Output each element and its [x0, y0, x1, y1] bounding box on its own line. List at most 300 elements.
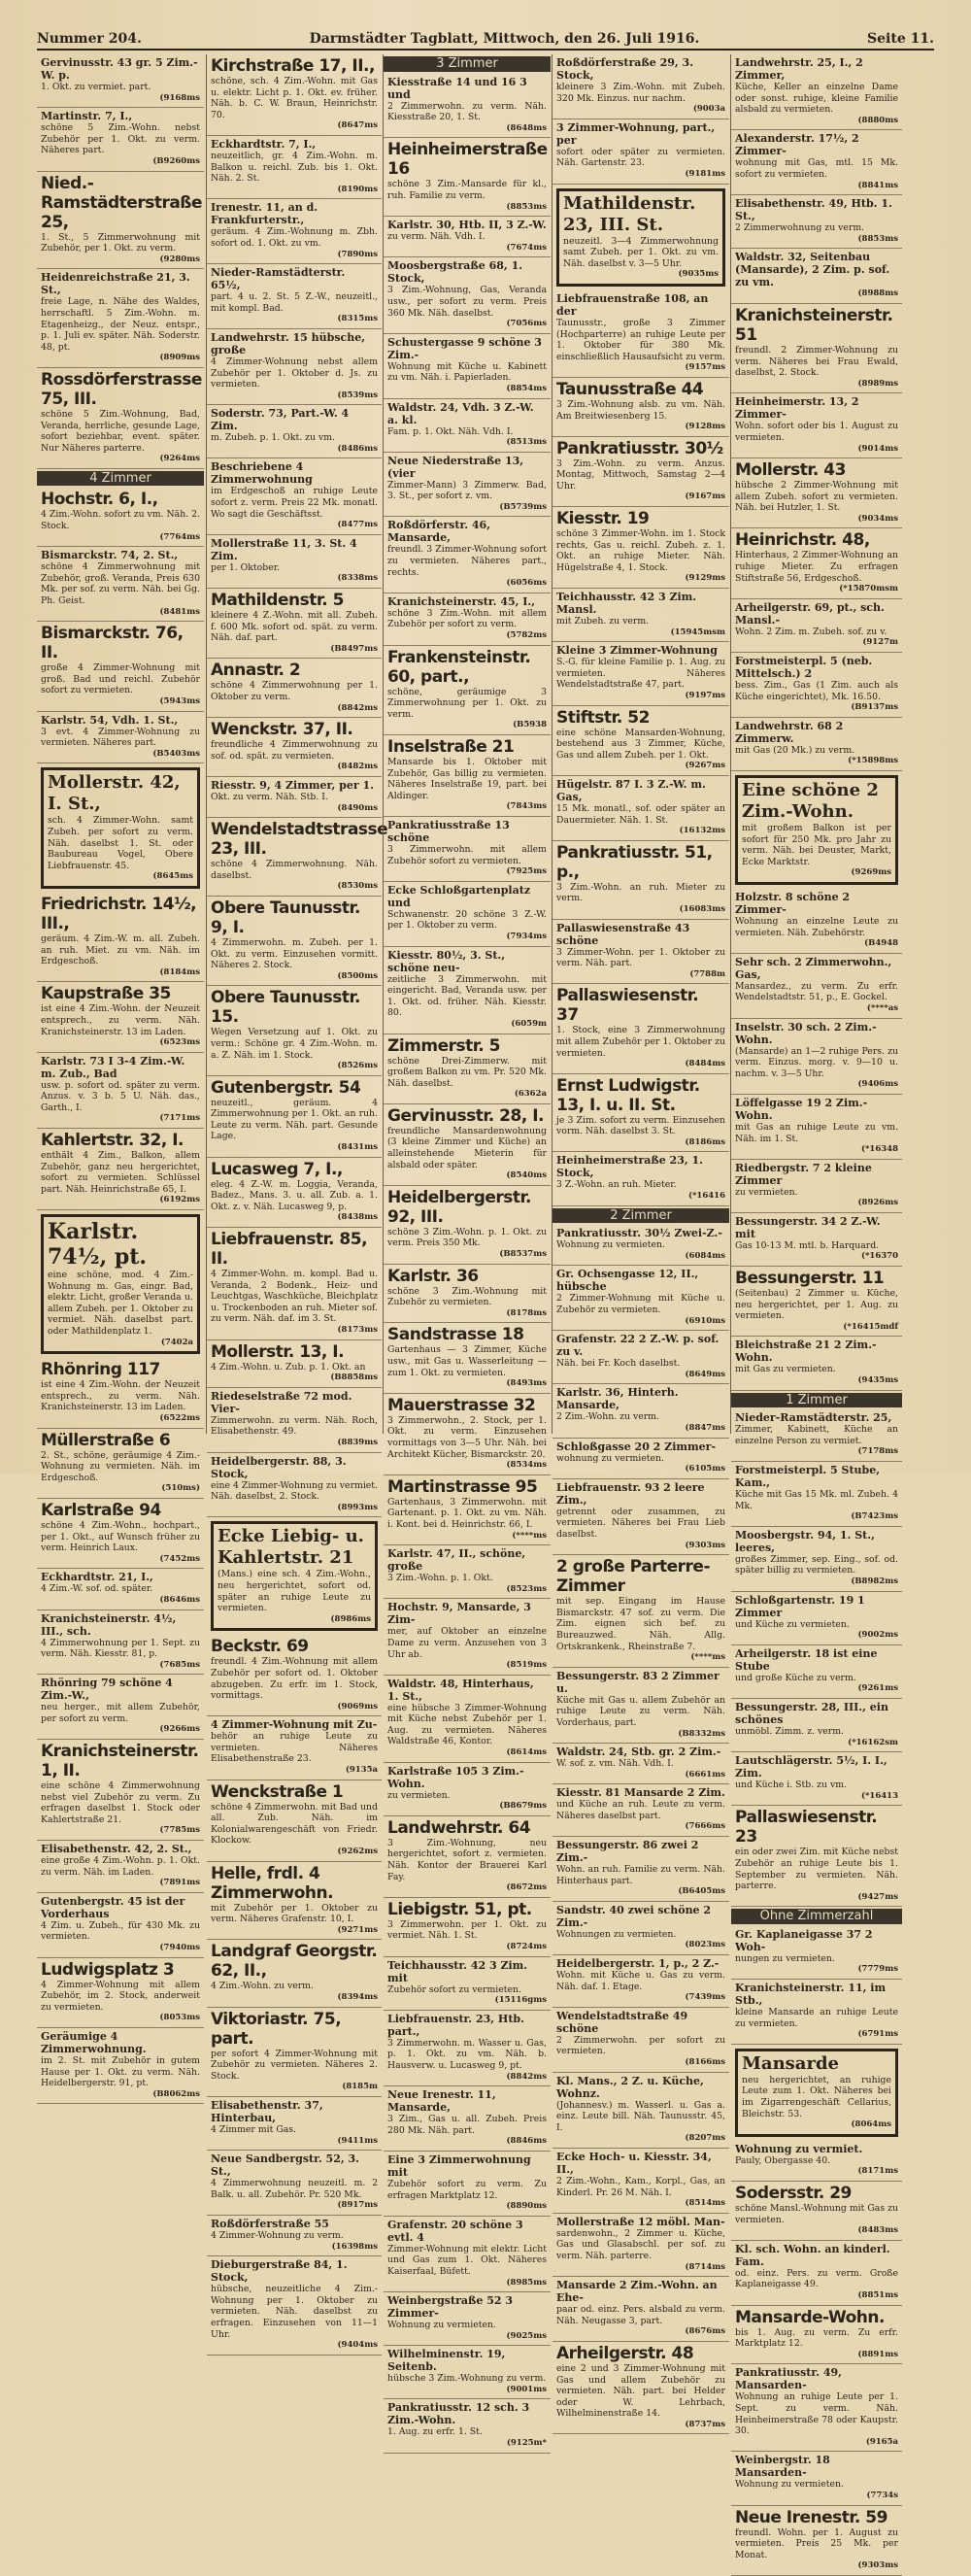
ad-text: 1. Aug. zu erfr. 1. St. — [387, 2426, 483, 2438]
ad-reference-code: (9427ms — [857, 1891, 898, 1902]
ad-reference-code: (B8679ms — [499, 1801, 547, 1812]
ad-reference-code: (B5403ms — [152, 748, 200, 759]
ad-text: neu hergerichtet, an ruhige Leute zum 1. Okt. Näheres bei im Zigarrengeschäft Cellarius, Bleichstr. 53. — [742, 2074, 891, 2119]
ad-text: part. 4 u. 2. St. 5 Z.-W., neuzeitl., mit kompl. Bad. — [211, 291, 378, 314]
ad-reference-code: (8484ms — [685, 1059, 725, 1069]
ad-reference-code: (16132ms — [679, 826, 725, 836]
ad-address: Kiesstraße 14 und 16 3 und — [387, 75, 527, 101]
ad-address: Karlstraße 105 3 Zim.-Wohn. — [387, 1764, 524, 1790]
classified-ad — [384, 2011, 551, 2086]
ad-text: 2 Zim.-Wohn. zu verm. — [556, 1411, 659, 1423]
ad-address: Obere Taunusstr. 9, I. — [211, 898, 360, 937]
ad-address: Liebfrauenstraße 108, an der — [556, 291, 709, 318]
classified-ad — [384, 1394, 551, 1475]
classified-ad — [552, 290, 729, 378]
ad-address: Gutenbergstr. 45 ist der Vorderhaus — [41, 1894, 185, 1920]
ad-reference-code: (6084ms — [685, 1250, 725, 1261]
ad-text: Pauly, Obergasse 40. — [735, 2154, 831, 2166]
classified-ad — [207, 2256, 382, 2356]
ad-address: Pankratiusstr. 12 sch. 3 Zim.-Wohn. — [387, 2401, 530, 2427]
classified-ad — [384, 1676, 551, 1763]
classified-ad — [384, 882, 551, 947]
ad-reference-code: (9157ms — [685, 362, 725, 373]
ad-text: Zimmer, Kabinett, Küche an einzelne Person zu vermiet. — [735, 1424, 898, 1446]
ad-reference-code: (8853ms — [857, 233, 898, 244]
ad-text: Wohnung mit Küche u. Kabinett zu vm. Näh. i. Papierladen. — [387, 360, 547, 384]
ad-reference-code: (8526ms — [337, 1061, 378, 1071]
ad-address: Beschriebene 4 Zimmerwohnung — [211, 460, 313, 487]
ad-address: Kiesstr. 80½, 3. St., schöne neu- — [387, 948, 506, 974]
ad-address: Weinbergstraße 52 3 Zimmer- — [387, 2294, 513, 2321]
classified-ad — [384, 517, 551, 593]
ad-reference-code: (8173ms — [337, 1325, 378, 1335]
ad-address: Pankratiusstr. 51, p., — [556, 842, 713, 882]
ad-reference-code: (*15898ms — [848, 756, 898, 766]
classified-ad — [384, 735, 551, 817]
ad-address: Wohnung zu vermiet. — [735, 2142, 863, 2155]
ad-text: schöne 4 Zimmerwohnung mit Zubehör, groß. Veranda, Preis 630 Mk. per sof. zu verm. Näh. bei Gg. Ph. Geist. — [41, 561, 200, 607]
classified-ad — [552, 2008, 729, 2073]
ad-text: 4 Zimmer-Wohnung mit allem Zubehör, im 2. Stock, anderweit zu vermieten. — [41, 1979, 200, 2013]
ad-reference-code: (B8062ms — [152, 2088, 200, 2099]
ad-address: Grafenstr. 22 2 Z.-W. p. sof. zu v. — [556, 1333, 720, 1359]
ad-reference-code: (8909ms — [159, 353, 200, 363]
ad-address: Weinbergstr. 18 Mansarden- — [735, 2454, 830, 2480]
ad-address: Taunusstraße 44 — [556, 379, 704, 399]
ad-text: 2 Zimmerwohn. zu verm. Näh. Kiesstraße 20, 1. St. — [387, 100, 547, 123]
classified-ad — [731, 393, 902, 458]
classified-ad — [37, 368, 204, 469]
ad-address: Mollerstr. 13, I. — [211, 1341, 345, 1362]
newspaper-title: Darmstädter Tagblatt, Mittwoch, den 26. Juli 1916. — [309, 31, 700, 47]
ad-text: mit Zubeh. zu verm. — [556, 616, 650, 627]
ad-reference-code: (B5938 — [513, 720, 547, 730]
ad-text: getrennt oder zusammen, zu vermieten. Näheres bei Frau Lieb daselbst. — [556, 1506, 725, 1540]
ad-reference-code: (7452ms — [159, 1553, 200, 1564]
ad-text: (Mansarde) an 1—2 ruhige Pers. zu verm. Einzus. morg. v. 9—10 u. nachm. v. 3—5 Uhr. — [735, 1045, 898, 1079]
ad-text: Wohnung an ruhige Leute per 1. Sept. zu verm. Näh. Heinheimerstraße 78 oder Kaupstr. 30. — [735, 2391, 898, 2437]
ad-text: 4 Zimmer-Wohnung nebst allem Zubehör per 1. Oktober d. Js. zu vermieten. — [211, 356, 378, 390]
ad-address: Kaupstraße 35 — [41, 984, 171, 1004]
classified-ad — [37, 1610, 204, 1676]
ad-address: Pallaswiesenstr. 23 — [735, 1808, 878, 1847]
ad-text: 4 Zimmerwohn. m. Zubeh. per 1. Okt. zu verm. Einzusehen vormitt. Näheres 2. Stock. — [211, 936, 378, 971]
ad-reference-code: (8880ms — [857, 115, 898, 125]
ad-address: Bismarckstr. 76, II. — [41, 624, 184, 663]
ad-reference-code: (15945msm — [670, 627, 725, 637]
ad-reference-code: (9411ms — [337, 2135, 378, 2146]
ad-text: 15 Mk. monatl., sof. oder später an Dauermieter. Näh. 1. St. — [556, 802, 725, 826]
ad-text: neuzeitl., geräum. 4 Zimmerwohnung per 1. Okt. an ruh. Leute zu verm. Näh. part. Gesunde Lage. — [211, 1097, 378, 1142]
column-3 — [383, 54, 551, 2449]
ad-text: m. Zubeh. p. 1. Okt. zu vm. — [211, 432, 335, 444]
ad-reference-code: (B5739ms — [499, 501, 547, 512]
ad-text: usw. p. sofort od. später zu verm. Anzus. v. 3 b. 5 U. Näh. das., Garth., I. — [41, 1079, 200, 1113]
classified-ad — [37, 172, 204, 270]
ad-text: neu herger., mit allem Zubehör, per sofort zu verm. — [41, 1702, 200, 1724]
ad-text: eine schöne 4 Zimmerwohnung nebst viel Zubehör zu verm. Zu erfragen daselbst 1. Stock oder Kahlertstraße 21. — [41, 1780, 200, 1825]
classified-ad — [384, 1763, 551, 1816]
ad-text: Zubehör sofort zu vermieten. — [387, 1983, 521, 1995]
ad-reference-code: (8986ms — [330, 1613, 371, 1624]
classified-ad — [384, 453, 551, 518]
ad-address: Waldstr. 24, Stb. gr. 2 Zim.- — [556, 1746, 721, 1759]
ad-reference-code: (9003a — [692, 104, 725, 115]
ad-reference-code: (9181ms — [685, 168, 725, 179]
classified-ad — [384, 1034, 551, 1104]
ad-reference-code: (6791ms — [857, 2029, 898, 2040]
classified-ad — [731, 249, 902, 304]
classified-ad — [207, 54, 382, 136]
ad-address: Pallaswiesenstraße 43 schöne — [556, 921, 690, 947]
ad-address: Heinrichstr. 48, — [735, 530, 870, 551]
ad-text: Wohn. 2 Zim. m. Zubeh. sof. zu v. — [735, 626, 887, 637]
classified-ad — [384, 1475, 551, 1545]
ad-text: eine 4 Zimmer-Wohnung zu vermiet. Näh. daselbst, 2. Stock. — [211, 1479, 378, 1503]
classified-ad — [731, 653, 902, 718]
classified-ad — [731, 889, 902, 954]
classified-ad — [207, 1388, 382, 1453]
ad-text: 2 Zimmer-Wohnung mit Küche u. Zubehör zu vermieten. — [556, 1293, 725, 1316]
classified-ad — [384, 334, 551, 399]
classified-ad — [552, 776, 729, 841]
ad-address: Geräumige 4 Zimmerwohnung. — [41, 2029, 147, 2055]
ad-reference-code: (8737ms — [685, 2419, 725, 2429]
classified-ad — [552, 437, 729, 507]
ad-address: Ernst Ludwigstr. 13, I. u. II. St. — [556, 1075, 700, 1115]
ad-address: Bessungerstr. 83 2 Zimmer u. — [556, 1669, 720, 1695]
ad-text: im 2. St. mit Zubehör in gutem Hause per 1. Okt. zu verm. Näh. Heidelbergerstr. 91, pt. — [41, 2054, 200, 2089]
classified-ad — [211, 1521, 378, 1631]
ad-address: Mathildenstr. 23, III. St. — [563, 192, 696, 235]
classified-ad — [731, 1980, 902, 2045]
ad-reference-code: (9034ms — [857, 513, 898, 524]
ad-reference-code: (8985ms — [506, 2277, 547, 2288]
ad-text: mer, auf Oktober an einzelne Dame zu verm. Anzusehen von 3 Uhr ab. — [387, 1626, 547, 1660]
ad-address: Landwehrstr. 68 2 Zimmerw. — [735, 719, 844, 745]
ad-reference-code: (8185m — [342, 2082, 378, 2092]
ad-text: schöne 3 Zim.-Mansarde für kl., ruh. Familie zu verm. — [387, 179, 547, 201]
ad-reference-code: (7666ms — [685, 1821, 725, 1832]
ad-reference-code: (8186ms — [685, 1136, 725, 1147]
ad-reference-code: (8647ms — [337, 120, 378, 131]
ad-text: Wohn. mit Küche u. Gas zu verm. Näh. daf. 1. Etage. — [556, 1970, 725, 1992]
ad-text: Schwanenstr. 20 schöne 3 Z.-W. per 1. Oktober zu verm. — [387, 908, 547, 932]
ad-address: Karlstr. 36, Hinterh. Mansarde, — [556, 1386, 679, 1412]
classified-ad — [731, 1213, 902, 1267]
ad-text: schöne 4 Zimmerwohnung. Näh. daselbst. — [211, 859, 378, 881]
ad-address: Kiesstr. 81 Mansarde 2 Zim. — [556, 1786, 725, 1800]
ad-address: Pallaswiesenstr. 37 — [556, 986, 699, 1026]
ad-reference-code: (9280ms — [159, 254, 200, 264]
ad-reference-code: (9404ms — [337, 2340, 378, 2351]
ad-text: Wohnung zu vermieten. — [735, 2479, 844, 2491]
ad-reference-code: (8178ms — [506, 1307, 547, 1318]
classified-ad — [37, 1129, 204, 1210]
ad-reference-code: (5943ms — [159, 696, 200, 706]
ad-address: Landwehrstr. 15 hübsche, große — [211, 330, 366, 356]
ad-text: 4 Zim.-Wohn. u. Zub. p. 1. Okt. an — [211, 1361, 366, 1373]
ad-reference-code: (8207ms — [685, 2133, 725, 2144]
page-number-right: Seite 11. — [867, 31, 934, 47]
classified-ad — [552, 589, 729, 642]
ad-reference-code: (7685ms — [159, 1659, 200, 1670]
ad-text: 3 Zimmer-Wohn. per 1. Oktober zu verm. Näh. part. — [556, 946, 725, 969]
classified-ad — [731, 2182, 902, 2241]
ad-address: Mollerstraße 11, 3. St. 4 Zim. — [211, 536, 357, 562]
classified-ad — [41, 1214, 200, 1354]
ad-text: und Küche an ruh. Leute zu verm. Näheres daselbst part. — [556, 1799, 725, 1821]
ad-address: Nied.-Ramstädterstraße 25, — [41, 173, 203, 232]
ad-reference-code: (9002ms — [857, 1630, 898, 1641]
ad-text: geräum. 4 Zim.-W. m. all. Zubeh. an ruh. Miet. zu vm. Näh. im Erdgeschoß. — [41, 932, 200, 967]
ad-address: Dieburgerstraße 84, 1. Stock, — [211, 2258, 348, 2285]
ad-reference-code: (9165a — [865, 2436, 898, 2447]
classified-ad — [731, 130, 902, 195]
ad-address: Heinheimerstraße 23, 1. Stock, — [556, 1154, 704, 1180]
ad-text: schöne 3 Zim.-Wohnung mit Zubehör zu vermieten. — [387, 1285, 547, 1308]
ad-reference-code: (6523ms — [159, 1037, 200, 1048]
ad-address: Liebigstr. 51, pt. — [387, 1899, 532, 1919]
classified-ad — [552, 1074, 729, 1153]
ad-reference-code: (8514ms — [685, 2198, 725, 2209]
ad-reference-code: (6910ms — [685, 1315, 725, 1326]
ad-address: Zimmerstr. 5 — [387, 1035, 500, 1056]
ad-address: Grafenstr. 20 schöne 3 evtl. 4 — [387, 2218, 523, 2244]
ad-text: 4 Zim.-Wohn. sofort zu vm. Näh. 2. Stock. — [41, 509, 200, 532]
ad-address: 2 große Parterre-Zimmer — [556, 1557, 711, 1597]
ad-reference-code: (8853ms — [506, 201, 547, 212]
classified-ad — [207, 535, 382, 589]
ad-reference-code: (7788m — [689, 968, 725, 979]
ad-address: Mollerstraße 12 möbl. Man- — [556, 2215, 725, 2228]
ad-reference-code: (7890ms — [337, 249, 378, 259]
ad-address: Schloßgartenstr. 19 1 Zimmer — [735, 1593, 865, 1619]
ad-address: Gutenbergstr. 54 — [211, 1077, 361, 1098]
ad-text: 2 Zim.-Wohn., Kam., Korpl., Gas, an Kinderl. Pr. 26 M. Näh. I. — [556, 2175, 725, 2198]
ad-text: Okt. zu verm. Näh. Stb. I. — [211, 791, 328, 802]
ad-text: kleinere 3 Zim.-Wohn. mit Zubeh. 320 Mk. Einzus. nur nachm. — [556, 82, 725, 104]
ad-text: eine 2 und 3 Zimmer-Wohnung mit Gas und allem Zubehör zu vermieten. Näh. part. bei Helder oder W. Lehrbach, Wilhelminenstraße 14. — [556, 2362, 725, 2420]
classified-ad — [731, 54, 902, 130]
ad-address: Roßdörferstr. 46, Mansarde, — [387, 519, 491, 545]
ad-text: 4 Zimmer-Wohnung zu verm. — [211, 2229, 344, 2241]
ad-text: 1. Okt. zu vermiet. part. — [41, 82, 151, 92]
ad-address: Pankratiusstr. 30½ Zwei-Z.- — [556, 1227, 722, 1240]
ad-reference-code: (7402a — [160, 1337, 193, 1347]
classified-ad — [384, 399, 551, 453]
ad-address: Neue Irenestr. 59 — [735, 2507, 887, 2527]
ad-text: kleinere 4 Z.-Wohn. mit all. Zubeh. f. 600 Mk. sofort od. spät. zu verm. Näh. daf. part. — [211, 610, 378, 644]
classified-ad — [384, 138, 551, 217]
ad-text: Wohnungen zu vermieten. — [556, 1928, 677, 1940]
ad-text: Wohn. an ruh. Familie zu verm. Näh. Hinterhaus part. — [556, 1864, 725, 1886]
classified-ad — [384, 593, 551, 646]
masthead — [37, 29, 934, 51]
ad-text: 4 Zimmer-Wohn. m. kompl. Bad u. Veranda, 2 Bodenk., Heiz- und Leuchtgas, Waschküche, Bleichplatz u. Trockenboden an ruh. Mieter sof. zu verm. Näh. daf. im 3. St. — [211, 1269, 378, 1325]
ad-reference-code: (8847ms — [685, 1423, 725, 1433]
ad-address: Kahlertstr. 32, I. — [41, 1131, 184, 1151]
classified-ad — [731, 1752, 902, 1806]
ad-reference-code: (7171ms — [159, 1113, 200, 1124]
ad-reference-code: (7439ms — [685, 1992, 725, 2003]
ad-address: Sodersstr. 29 — [735, 2184, 852, 2203]
classified-ad — [735, 2049, 898, 2137]
ad-address: Wendelstadtstraße 49 schöne — [556, 2009, 688, 2035]
ad-address: 4 Zimmer-Wohnung mit Zu- — [211, 1718, 378, 1732]
classified-ad — [37, 1958, 204, 2028]
classified-ad — [37, 269, 204, 368]
ad-address: Holzstr. 8 schöne 2 Zimmer- — [735, 890, 851, 916]
ad-address: Sandstr. 40 zwei schöne 2 Zim.- — [556, 1903, 712, 1929]
ad-text: per 1. Oktober. — [211, 561, 281, 573]
ad-reference-code: (8394ms — [337, 1992, 378, 2002]
ad-reference-code: (9266ms — [159, 1724, 200, 1735]
column-5 — [730, 54, 902, 2571]
classified-ad — [731, 954, 902, 1019]
ad-text: freundl. 3 Zimmer-Wohnung sofort zu vermieten. Näheres part., rechts. — [387, 544, 547, 578]
ad-address: Beckstr. 69 — [211, 1637, 309, 1657]
ad-reference-code: (8338ms — [337, 573, 378, 584]
ad-text: Fam. p. 1. Okt. Näh. Vdh. I. — [387, 425, 514, 437]
ad-address: Wendelstadtstrasse 23, III. — [211, 820, 388, 860]
ad-text: mit Zubehör per 1. Oktober zu verm. Näheres Grafenstr. 10, I. — [211, 1902, 378, 1925]
ad-text: S.-G. für kleine Familie p. 1. Aug. zu vermieten. Näheres Wendelstadtstraße 47, part. — [556, 657, 725, 691]
classified-ad — [731, 195, 902, 249]
classified-ad — [37, 1053, 204, 1129]
classified-ad — [207, 458, 382, 534]
ad-reference-code: (8989ms — [857, 378, 898, 389]
ad-reference-code: (B9137ms — [851, 702, 898, 713]
ad-address: Nieder-Ramstädterstr. 25, — [735, 1411, 892, 1425]
ad-address: Riedeselstraße 72 mod. Vier- — [211, 1389, 352, 1415]
ad-text: neuzeitl. 3—4 Zimmerwohnung samt Zubeh. per 1. Okt. zu vm. Näh. daselbst v. 3—5 Uhr. — [563, 235, 719, 269]
ad-address: Liebfrauenstr. 85, II. — [211, 1230, 368, 1270]
classified-ad — [552, 1225, 729, 1266]
page-number-left: Nummer 204. — [37, 31, 142, 47]
ad-text: sardenwohn., 2 Zimmer u. Küche, Gas und Glasabschl. per sof. zu verm. Näh. parterre. — [556, 2227, 725, 2261]
classified-ad — [37, 547, 204, 622]
ad-reference-code: (7779ms — [857, 1964, 898, 1975]
ad-address: Helle, frdl. 4 Zimmerwohn. — [211, 1863, 334, 1903]
classified-ad — [552, 507, 729, 589]
ad-address: Mathildenstr. 5 — [211, 591, 344, 611]
ad-address: Martinstr. 7, I., — [41, 110, 133, 123]
ad-address: Eckhardtstr. 7, I., — [211, 137, 317, 151]
ad-reference-code: (5782ms — [506, 630, 547, 641]
ad-address: Bessungerstr. 28, III., ein schönes — [735, 1700, 888, 1726]
ad-text: Zubehör sofort zu verm. Zu erfragen Marktplatz 12. — [387, 2178, 547, 2201]
ad-address: Forstmeisterpl. 5 (neb. Mittelsch.) 2 — [735, 655, 873, 681]
classified-ad — [207, 1940, 382, 2007]
ad-text: 3 Zim.-Wohnung, neu hergerichtet, sofort z. vermieten. Näh. Kontor der Brauerei Karl Fay. — [387, 1837, 547, 1882]
ad-reference-code: (****as — [866, 1002, 898, 1013]
ad-reference-code: (*16348 — [860, 1144, 898, 1155]
ad-reference-code: (6056ms — [506, 578, 547, 589]
ad-reference-code: (7734s — [866, 2490, 898, 2500]
ad-reference-code: (9267ms — [685, 761, 725, 771]
classified-ad — [556, 188, 725, 287]
ad-address: Eine schöne 2 Zim.-Wohn. — [742, 780, 879, 822]
ad-reference-code: (9014ms — [857, 443, 898, 454]
ad-reference-code: (8846ms — [506, 2136, 547, 2147]
classified-ad — [552, 1555, 729, 1668]
ad-reference-code: (8523ms — [506, 1583, 547, 1594]
classified-ad — [207, 2097, 382, 2151]
classified-ad — [552, 2073, 729, 2149]
classified-ad — [207, 1635, 382, 1716]
classified-ad — [207, 1340, 382, 1388]
classified-ad — [552, 1439, 729, 1479]
ad-reference-code: (8614ms — [506, 1747, 547, 1758]
ad-reference-code: (7891ms — [159, 1878, 200, 1888]
ad-reference-code: (7785ms — [159, 1825, 200, 1836]
ad-text: zu vermieten. — [387, 1789, 451, 1801]
ad-text: große 4 Zimmer-Wohnung mit groß. Bad und reichl. Zubehör sofort zu vermieten. — [41, 662, 200, 696]
classified-ad — [731, 1462, 902, 1527]
classified-ad — [207, 199, 382, 264]
ad-text: Gartenhaus, 3 Zimmerwohn. mit Gartenant. p. 1. Okt. zu vm. Näh. i. Kont. bei d. Heinrichstr. 66, I. — [387, 1496, 547, 1530]
classified-ad — [552, 984, 729, 1073]
classified-ad — [37, 1740, 204, 1841]
ad-text: 2 Zimmerwohn. per sofort zu vermieten. — [556, 2034, 725, 2057]
classified-ad — [552, 1152, 729, 1205]
ad-text: 3 Zim.-Wohnung, Gas, Veranda usw., per sofort zu verm. Preis 360 Mk. Näh. daselbst. — [387, 285, 547, 319]
ad-address: Kranichsteinerstr. 11, im Stb., — [735, 1982, 887, 2008]
classified-ad — [207, 1716, 382, 1779]
ad-text: mit Gas zu vermieten. — [735, 1364, 836, 1375]
ad-address: Löffelgasse 19 2 Zim.-Wohn. — [735, 1096, 868, 1122]
ad-reference-code: (8438ms — [337, 1212, 378, 1223]
ad-text: enthält 4 Zim., Balkon, allem Zubehör, ganz neu hergerichtet, sofort zu vermieten. Schlüssel part. Näh. Heinrichstraße 65, I. — [41, 1150, 200, 1195]
ad-text: W. sof. z. vm. Näh. Vdh. I. — [556, 1758, 674, 1770]
ad-address: Frankensteinstr. 60, part., — [387, 647, 531, 687]
ad-address: Roßdörferstraße 55 — [211, 2217, 329, 2230]
ad-text: 3 Zim.-Wohn. an ruh. Mieter zu verm. — [556, 881, 725, 904]
classified-ad — [552, 1479, 729, 1555]
ad-reference-code: (B7423ms — [851, 1511, 898, 1522]
ad-address: Mollerstr. 43 — [735, 460, 846, 481]
classified-ad — [37, 1569, 204, 1610]
ad-reference-code: (8540ms — [506, 1170, 547, 1181]
classified-ad — [384, 1104, 551, 1186]
ad-reference-code: (8841ms — [857, 180, 898, 190]
ad-text: und Küche zu vermieten. — [735, 1618, 850, 1630]
ad-text: sch. 4 Zimmer-Wohn. samt Zubeh. per sofort zu verm. Näh. daselbst 1. St. oder Baubureau Vogel, Obere Liebfrauenstr. 45. — [48, 815, 193, 871]
ad-address: Elisabethenstr. 42, 2. St., — [41, 1843, 192, 1856]
ad-address: Schloßgasse 20 2 Zimmer- — [556, 1440, 717, 1453]
ad-address: Bessungerstr. 86 zwei 2 Zim.- — [556, 1839, 699, 1865]
ad-address: Mansarde — [742, 2052, 839, 2074]
ad-text: Küche, Keller an einzelne Dame oder sonst. ruhige, kleine Familie alsbald zu vermieten. — [735, 82, 898, 116]
classified-ad — [384, 947, 551, 1034]
ad-address: Irenestr. 11, an d. Frankfurterstr., — [211, 201, 318, 227]
ad-address: Heidelbergerstr. 1, p., 2 Z.- — [556, 1957, 720, 1971]
ad-reference-code: (9271ms — [337, 1924, 378, 1935]
ad-reference-code: (8839ms — [337, 1437, 378, 1447]
column-1 — [37, 54, 204, 2099]
ad-text: eleg. 4 Z.-W. m. Loggia, Veranda, Badez., Mans. 3. u. all. Zub. a. 1. Okt. z. v. Näh. Lucasweg 9, p. — [211, 1178, 378, 1212]
ad-address: Karlstr. 73 I 3-4 Zim.-W. m. Zub., Bad — [41, 1054, 185, 1080]
ad-text: im Erdgeschoß an ruhige Leute sofort z. verm. Preis 22 Mk. monatl. Wo sagt die Geschäftsst. — [211, 486, 378, 520]
ad-address: Karlstr. 47, II., schöne, große — [387, 1547, 526, 1574]
ad-address: Pankratiusstr. 30½ — [556, 438, 723, 458]
classified-ad — [731, 1527, 902, 1592]
ad-text: Hinterhaus, 2 Zimmer-Wohnung an ruhige Mieter. Zu erfragen Stiftstraße 56, Erdgeschoß. — [735, 550, 898, 584]
classified-ad — [384, 2086, 551, 2152]
ad-reference-code: (15116gms — [494, 1995, 547, 2006]
ad-reference-code: (9303ms — [685, 1540, 725, 1550]
